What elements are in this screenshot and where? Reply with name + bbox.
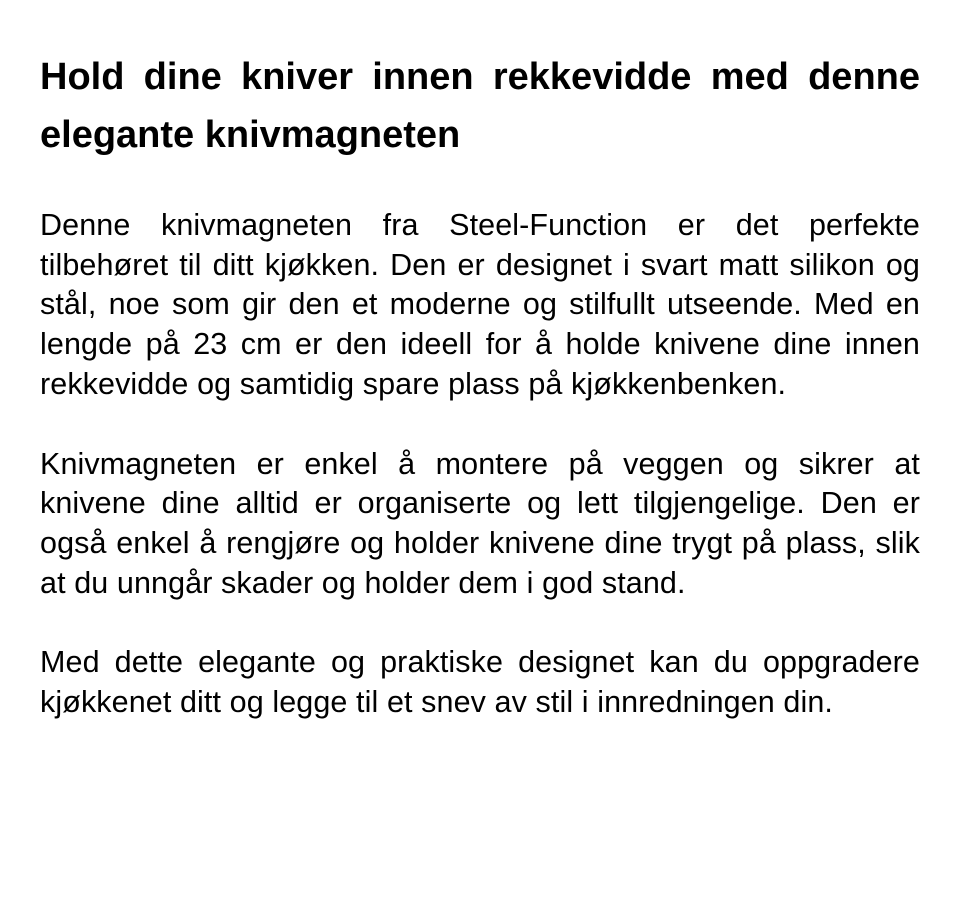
product-description bbox=[40, 48, 920, 723]
paragraph-intro: Denne knivmagneten fra Steel-Function er det perfekte tilbehøret til ditt kjøkken. Den er designet i svart matt silikon og stål, noe som gir den et moderne og stilfullt utseende. Med en lengde på 23 cm er den ideell for å holde knivene dine innen rekkevidde og samtidig spare plass på kjøkkenbenken. bbox=[40, 208, 920, 401]
paragraph-closing: Med dette elegante og praktiske designet kan du oppgradere kjøkkenet ditt og legge til et snev av stil i innredningen din. bbox=[40, 645, 920, 720]
page-title: Hold dine kniver innen rekkevidde med denne elegante knivmagneten bbox=[40, 56, 920, 156]
paragraph-mounting: Knivmagneten er enkel å montere på veggen og sikrer at knivene dine alltid er organiserte og lett tilgjengelige. Den er også enkel å rengjøre og holder knivene dine trygt på plass, slik at du unngår skader og holder dem i god stand. bbox=[40, 446, 920, 600]
